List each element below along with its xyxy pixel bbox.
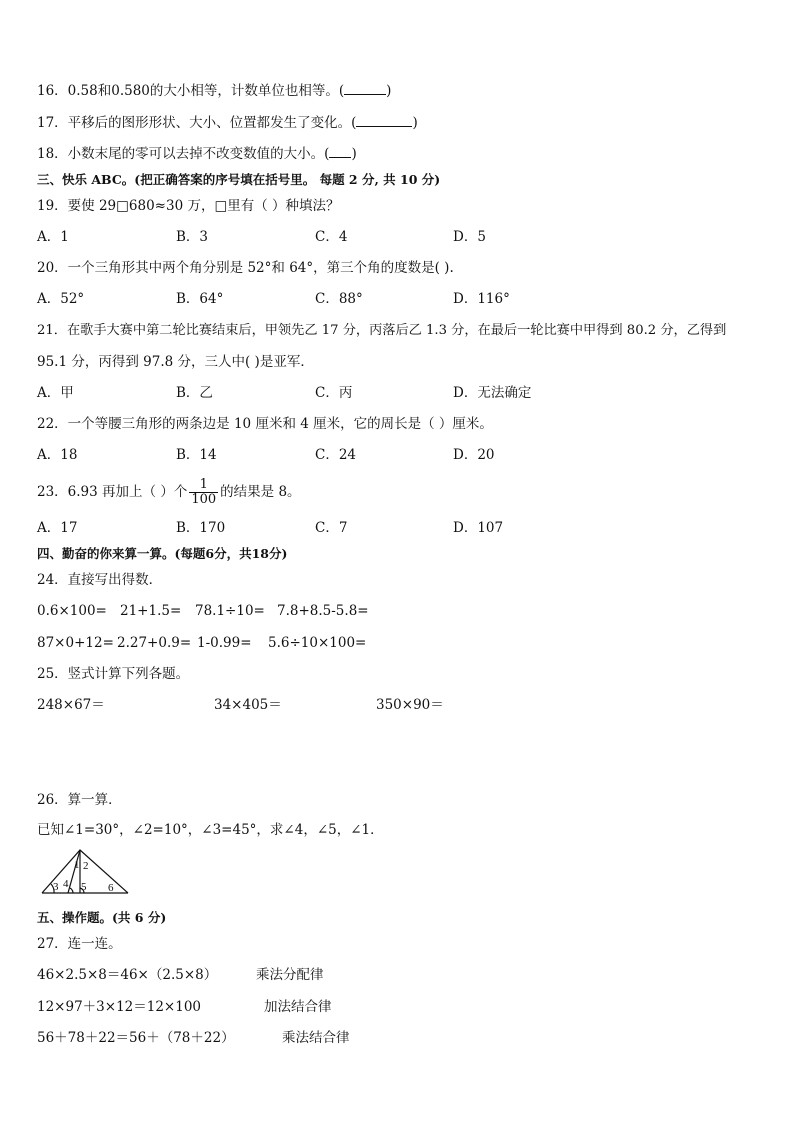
question-21-line-1: 21．在歌手大赛中第二轮比赛结束后，甲领先乙 17 分，丙落后乙 1.3 分，在最后一轮比赛中甲得到 80.2 分，乙得到 [37,323,727,338]
question-19-text: 19．要使 29□680≈30 万，□里有（ ）种填法？ [37,198,340,214]
option-22-b[interactable]: B．14 [176,447,217,463]
question-16 [37,82,391,100]
option-21-d[interactable]: D．无法确定 [453,385,532,401]
triangle-figure [40,846,132,896]
option-23-d[interactable]: D．107 [453,520,504,536]
calc-item: 1-0.99= [197,635,252,651]
option-23-c[interactable]: C．7 [315,520,348,536]
option-22-a[interactable]: A．18 [37,447,78,463]
question-20-text: 20．一个三角形其中两个角分别是 52°和 64°，第三个角的度数是( ). [37,260,454,276]
option-20-d[interactable]: D．116° [453,291,510,307]
question-22-text: 22．一个等腰三角形的两条边是 10 厘米和 4 厘米，它的周长是（ ）厘米。 [37,416,493,432]
question-16-close: ) [386,83,392,99]
match-left-item[interactable]: 46×2.5×8＝46×（2.5×8） [37,967,218,983]
fraction [189,478,218,507]
match-right-item[interactable]: 加法结合律 [264,999,332,1015]
angle-label-3: 3 [53,881,59,893]
option-20-b[interactable]: B．64° [176,291,224,307]
option-21-b[interactable]: B．乙 [176,385,213,401]
question-25-text: 25．竖式计算下列各题。 [37,666,190,682]
question-23-post: 的结果是 8。 [220,484,301,500]
angle-label-2: 2 [83,860,89,872]
calc-item: 21+1.5= [120,603,182,619]
option-23-a[interactable]: A．17 [37,520,78,536]
angle-label-6: 6 [108,882,114,894]
question-26-text: 26．算一算． [37,792,122,808]
answer-blank-18[interactable] [329,145,351,158]
option-20-c[interactable]: C．88° [315,291,363,307]
angle-label-5: 5 [81,881,87,893]
question-23-pre: 23．6.93 再加上（ ）个 [37,484,188,500]
option-21-a[interactable]: A．甲 [37,385,74,401]
section-3-heading: 三、快乐 ABC。(把正确答案的序号填在括号里。 每题 2 分, 共 10 分) [37,172,441,187]
match-left-item[interactable]: 56＋78＋22＝56＋（78＋22） [37,1030,235,1046]
calc-item: 2.27+0.9= [117,635,192,651]
option-20-a[interactable]: A．52° [37,291,85,307]
fraction-numerator: 1 [189,478,218,493]
question-18 [37,145,357,163]
option-23-b[interactable]: B．170 [176,520,226,536]
answer-blank-17[interactable] [356,114,412,127]
vertical-calc-item: 248×67＝ [37,697,105,713]
calc-item: 78.1÷10= [195,603,265,619]
option-21-c[interactable]: C．丙 [315,385,353,401]
match-right-item[interactable]: 乘法分配律 [256,967,324,983]
question-17-close: ) [412,115,418,131]
question-24-text: 24．直接写出得数． [37,572,163,588]
calc-item: 7.8+8.5-5.8= [277,603,369,619]
option-19-b[interactable]: B．3 [176,229,209,245]
option-22-c[interactable]: C．24 [315,447,357,463]
question-18-text: 18．小数末尾的零可以去掉不改变数值的大小。( [37,146,330,162]
option-19-d[interactable]: D．5 [453,229,486,245]
option-19-c[interactable]: C．4 [315,229,348,245]
question-21-line-2: 95.1 分，丙得到 97.8 分，三人中( )是亚军． [37,354,314,370]
question-26-given: 已知∠1=30°，∠2=10°，∠3=45°，求∠4，∠5，∠1． [37,822,384,838]
match-left-item[interactable]: 12×97＋3×12＝12×100 [37,999,202,1015]
calc-item: 87×0+12= [37,635,114,651]
match-right-item[interactable]: 乘法结合律 [282,1030,350,1046]
angle-label-1: 1 [74,859,80,871]
answer-blank-16[interactable] [344,82,386,95]
calc-item: 5.6÷10×100= [268,635,367,651]
calc-item: 0.6×100= [37,603,107,619]
question-27-text: 27．连一连。 [37,936,122,952]
question-18-close: ) [351,146,357,162]
vertical-calc-item: 34×405＝ [214,697,282,713]
angle-arc-4 [70,888,73,893]
section-5-heading: 五、操作题。(共 6 分) [37,910,167,925]
option-22-d[interactable]: D．20 [453,447,495,463]
angle-label-4: 4 [63,878,69,890]
vertical-calc-item: 350×90＝ [376,697,444,713]
question-17 [37,114,418,132]
question-16-text: 16．0.58和0.580的大小相等，计数单位也相等。( [37,83,345,99]
option-19-a[interactable]: A．1 [37,229,69,245]
question-17-text: 17．平移后的图形形状、大小、位置都发生了变化。( [37,115,357,131]
question-23 [37,474,301,510]
fraction-denominator: 100 [191,492,217,507]
section-4-heading: 四、勤奋的你来算一算。(每题6分，共18分) [37,546,288,561]
